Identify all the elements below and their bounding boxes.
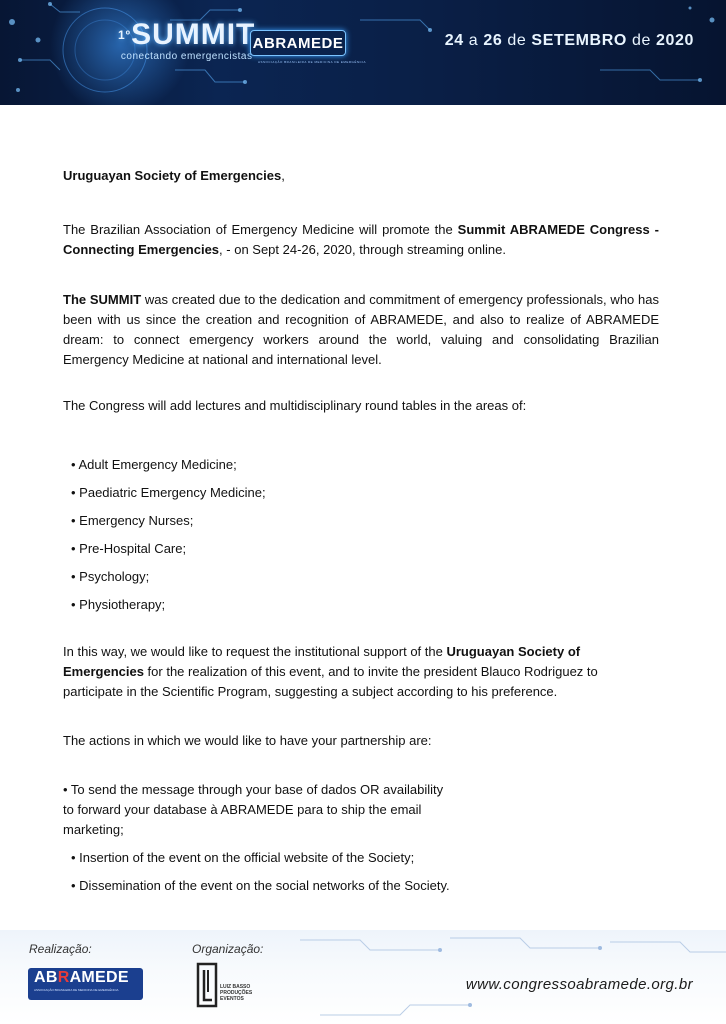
organizacao-label: Organização: [192,942,264,956]
list-item-action: • To send the message through your base of dados OR availability to forward your database à ABRAMEDE para to ship the email marketing; [63,782,444,837]
luiz-basso-mark-icon [196,962,220,1008]
summit-title: $^{1º}$SUMMIT [118,18,256,51]
footer-banner [0,930,726,1024]
paragraph-actions-intro: The actions in which we would like to have your partnership are: [63,733,432,748]
list-item-area: • Pre-Hospital Care; [71,541,187,556]
paragraph-areas-intro: The Congress will add lectures and multidisciplinary round tables in the areas of: [63,398,527,413]
salutation: Uruguayan Society of Emergencies, [63,168,285,183]
summit-subtitle: conectando emergencistas [120,51,253,62]
paragraph-intro: The Brazilian Association of Emergency Medicine will promote the Summit ABRAMEDE Congress - Connecting Emergencies, - on Sept 24-26, 2020, through streaming online. [63,222,659,257]
realizacao-label: Realização: [29,942,92,956]
abramede-header-logo-subtitle: ASSOCIAÇÃO BRASILEIRA DE MEDICINA DE EMERGÊNCIA [258,60,367,64]
website-url: www.congressoabramede.org.br [465,976,693,993]
list-item-area: • Psychology; [71,569,150,584]
luiz-basso-logo [196,962,260,1010]
luiz-basso-text: LUIZ BASSO PRODUÇÕES EVENTOS [220,984,253,1002]
abramede-footer-logo [28,968,143,1000]
summit-logo [118,20,255,62]
list-item-area: • Paediatric Emergency Medicine; [71,485,266,500]
event-dates: 24 a 26 de SETEMBRO de 2020 [444,32,694,49]
abramede-header-logo: ABRAMEDE [250,30,346,56]
paragraph-support-request: In this way, we would like to request the institutional support of the Uruguayan Society of Emergencies for the realization of this event, and to invite the president Blauco Rodriguez to participate in the Scientific Program, suggesting a subject according to his preference. [63,644,598,699]
abramede-footer-logo-subtitle: ASSOCIAÇÃO BRASILEIRA DE MEDICINA DE EMERGÊNCIA [34,988,119,992]
header-banner [0,0,726,105]
paragraph-summit: The SUMMIT was created due to the dedication and commitment of emergency professionals, who has been with us since the creation and recognition of ABRAMEDE, and also to realize of ABRAMEDE dream: to connect emergency workers around the world, valuing and consolidating Brazilian Emergency Medicine at national and international level. [63,292,659,367]
abramede-footer-logo-name: ABRAMEDE [34,969,129,986]
banner-circuit-graphic [0,0,726,105]
list-item-area: • Emergency Nurses; [71,513,194,528]
list-item-action: • Insertion of the event on the official website of the Society; [71,850,415,865]
list-item-action: • Dissemination of the event on the social networks of the Society. [71,878,450,893]
list-item-area: • Physiotherapy; [71,597,166,612]
list-item-area: • Adult Emergency Medicine; [71,457,237,472]
